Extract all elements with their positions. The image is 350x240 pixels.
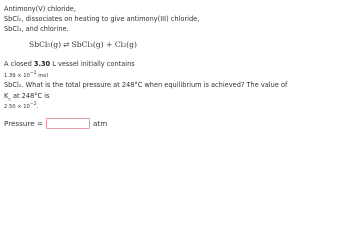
question-line-prompt: SbCl₅. What is the total pressure at 248°C when equilibrium is achieved? The value of <box>4 81 288 89</box>
kc-mantissa: 2.50 × 10 <box>4 104 30 110</box>
equation-reactant: SbCl₅(g) <box>29 40 62 49</box>
vessel-suffix: L vessel initially contains <box>50 60 135 68</box>
pressure-unit: atm <box>93 119 108 128</box>
answer-row <box>4 118 107 129</box>
pressure-label: Pressure = <box>4 119 43 128</box>
kc-suffix: at 248°C is <box>10 92 50 100</box>
kc-end: . <box>36 104 39 110</box>
question-line-1: Antimony(V) chloride, <box>4 5 76 13</box>
kc-value-line <box>4 103 38 110</box>
question-line-2: SbCl₅, dissociates on heating to give antimony(III) chloride, <box>4 15 200 23</box>
equilibrium-equation <box>29 40 137 49</box>
amount-unit: mol <box>36 73 48 79</box>
vessel-line <box>4 61 135 68</box>
kc-symbol: K <box>4 92 9 100</box>
kc-exponent: −2 <box>29 102 37 107</box>
amount-line <box>4 72 48 79</box>
question-line-3: SbCl₃, and chlorine. <box>4 25 69 33</box>
amount-mantissa: 1.39 × 10 <box>4 73 30 79</box>
equilibrium-arrow-icon: ⇌ <box>63 40 70 49</box>
vessel-prefix: A closed <box>4 60 34 68</box>
amount-exponent: −2 <box>29 71 37 76</box>
pressure-answer-input[interactable] <box>46 118 90 129</box>
kc-subscript: c <box>8 97 11 103</box>
equation-products: SbCl₃(g) + Cl₂(g) <box>71 40 137 49</box>
vessel-volume: 3.30 <box>33 60 51 68</box>
kc-line <box>4 93 50 103</box>
